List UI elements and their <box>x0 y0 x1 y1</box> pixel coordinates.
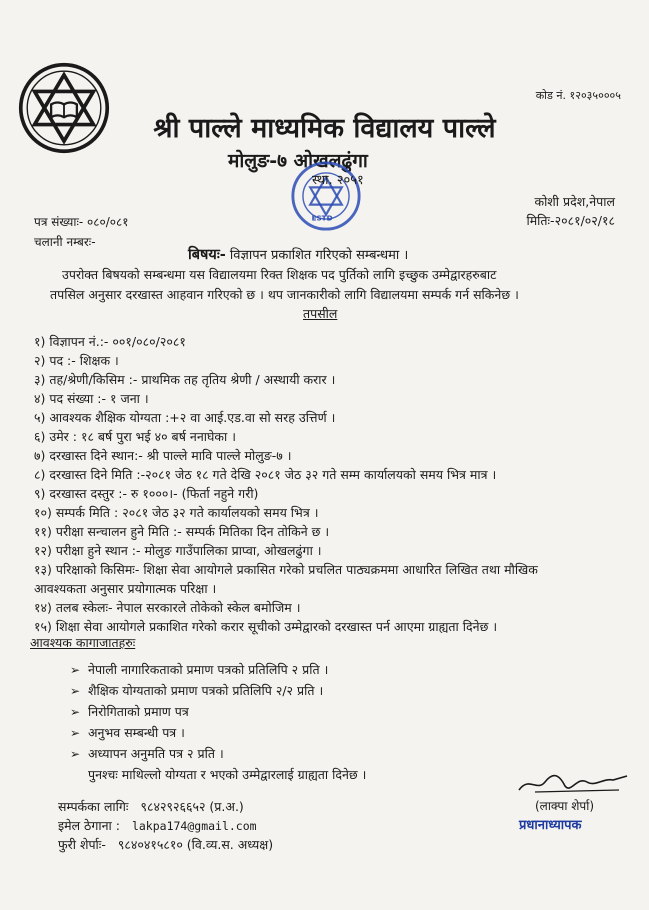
list-item: ५) आवश्यक शैक्षिक योग्यता :+२ वा आई.एड.वा सो सरह उत्तिर्ण । <box>34 410 336 425</box>
list-item: ७) दरखास्त दिने स्थान:- श्री पाल्ले मावि पाल्ले मोलुङ-७ । <box>34 448 292 463</box>
list-item: १४) तलब स्केलः- नेपाल सरकारले तोकेको स्केल बमोजिम । <box>34 600 301 615</box>
contact-chair-label: फुरी शेर्पाः- <box>58 837 106 852</box>
document-item: ➢ नेपाली नागारिकताको प्रमाण पत्रको प्रतिलिपि २ प्रति । <box>70 662 329 677</box>
letter-date: मितिः-२०८१/०२/१८ <box>526 213 615 228</box>
seal-text: ESTD <box>311 213 333 223</box>
document-item: ➢ शैक्षिक योग्यताको प्रमाण पत्रको प्रतिलिपि २/२ प्रति । <box>70 683 324 698</box>
signatory-name: (लाक्पा शेर्पा) <box>535 799 595 813</box>
school-name: श्री पाल्ले माध्यमिक विद्यालय पाल्ले <box>153 113 496 144</box>
contact-phone <box>58 798 244 815</box>
arrow-icon: ➢ <box>70 684 81 698</box>
contact-email-label: इमेल ठेगाना : <box>58 818 120 833</box>
letter-number: पत्र संख्याः- ०८०/०८१ <box>34 215 129 229</box>
list-item-continued: आवश्यकता अनुसार प्रयोगात्मक परिक्षा । <box>34 581 217 596</box>
contact-phone-value: ९८४२९२६६५२ (प्र.अ.) <box>140 799 244 814</box>
list-item: ४) पद संख्या :- १ जना । <box>34 391 149 406</box>
list-item: २) पद :- शिक्षक । <box>34 353 119 368</box>
postscript: पुनश्चः माथिल्लो योग्यता र भएको उम्मेद्वारलाई ग्राह्यता दिनेछ । <box>88 767 367 782</box>
subject-line <box>188 244 408 264</box>
subject-text: विज्ञापन प्रकाशित गरिएको सम्बन्धमा । <box>229 248 409 263</box>
dispatch-number: चलानी नम्बरः- <box>34 235 96 249</box>
arrow-icon: ➢ <box>70 663 81 677</box>
school-address: मोलुङ-७ ओखलढुंगा <box>228 150 368 172</box>
list-item: १२) परीक्षा हुने स्थान :- मोलुङ गाउँपालिका प्राप्वा, ओखलढुंगा । <box>34 543 322 558</box>
details-heading: तपसील <box>303 306 338 321</box>
arrow-icon: ➢ <box>70 726 81 740</box>
established-year: स्था. २०५१ <box>312 173 364 188</box>
list-item: ९) दरखास्त दस्तुर :- रु १०००।- (फिर्ता नहुने गरी) <box>34 486 259 501</box>
contact-chair <box>58 836 273 853</box>
list-item: १५) शिक्षा सेवा आयोगले प्रकाशित गरेको करार सूचीको उम्मेद्वारको दरखास्त पर्न आएमा ग्राह्यता दिनेछ । <box>34 619 498 634</box>
contact-email <box>58 817 257 834</box>
document-item: ➢ अनुभव सम्बन्धी पत्र । <box>70 725 185 740</box>
school-code: कोड नं. १२०३५०००५ <box>535 89 621 102</box>
documents-heading: आवश्यक कागाजातहरुः <box>30 635 136 650</box>
body-line-2: तपसिल अनुसार दरखास्त आहवान गरिएको छ । थप जानकारीको लागि विद्यालयमा सम्पर्क गर्न सकिनेछ । <box>50 287 519 302</box>
arrow-icon: ➢ <box>70 747 81 761</box>
province: कोशी प्रदेश,नेपाल <box>534 194 615 209</box>
arrow-icon: ➢ <box>70 705 81 719</box>
list-item: १३) परिक्षाको किसिमः- शिक्षा सेवा आयोगले प्रकासित गरेको प्रचलित पाठ्यक्रममा आधारित लिखित तथा मौखिक <box>34 562 538 577</box>
list-item: ६) उमेर : १८ बर्ष पुरा भई ४० बर्ष ननाघेका । <box>34 429 236 444</box>
contact-email-value: lakpa174@gmail.com <box>131 819 257 833</box>
list-item: ८) दरखास्त दिने मिति :-२०८१ जेठ १८ गते देखि २०८१ जेठ ३२ गते सम्म कार्यालयको समय भित्र मात्र । <box>34 467 497 482</box>
contact-phone-label: सम्पर्कका लागिः <box>58 799 129 814</box>
contact-chair-value: ९८४०४१५८१० (वि.व्य.स. अध्यक्ष) <box>117 837 274 852</box>
list-item: १०) सम्पर्क मिति : २०८१ जेठ ३२ गते कार्यालयको समय भित्र । <box>34 505 319 520</box>
list-item: ३) तह/श्रेणी/किसिम :- प्राथमिक तह तृतिय श्रेणी / अस्थायी करार । <box>34 372 336 387</box>
document-item: ➢ निरोगिताको प्रमाण पत्र <box>70 704 189 719</box>
signatory-title: प्रधानाध्यापक <box>519 818 582 833</box>
signature-icon <box>515 770 630 798</box>
list-item: १) विज्ञापन नं.:- ००१/०८०/२०८१ <box>34 334 186 349</box>
body-line-1: उपरोक्त बिषयको सम्बन्धमा यस विद्यालयमा रिक्त शिक्षक पद पुर्तिको लागि इच्छुक उम्मेद्वारहरुबाट <box>62 267 497 282</box>
document-item: ➢ अध्यापन अनुमति पत्र २ प्रति । <box>70 746 224 761</box>
list-item: ११) परीक्षा सन्चालन हुने मिति :- सम्पर्क मितिका दिन तोकिने छ । <box>34 524 330 539</box>
subject-label: बिषयः- <box>188 247 226 263</box>
